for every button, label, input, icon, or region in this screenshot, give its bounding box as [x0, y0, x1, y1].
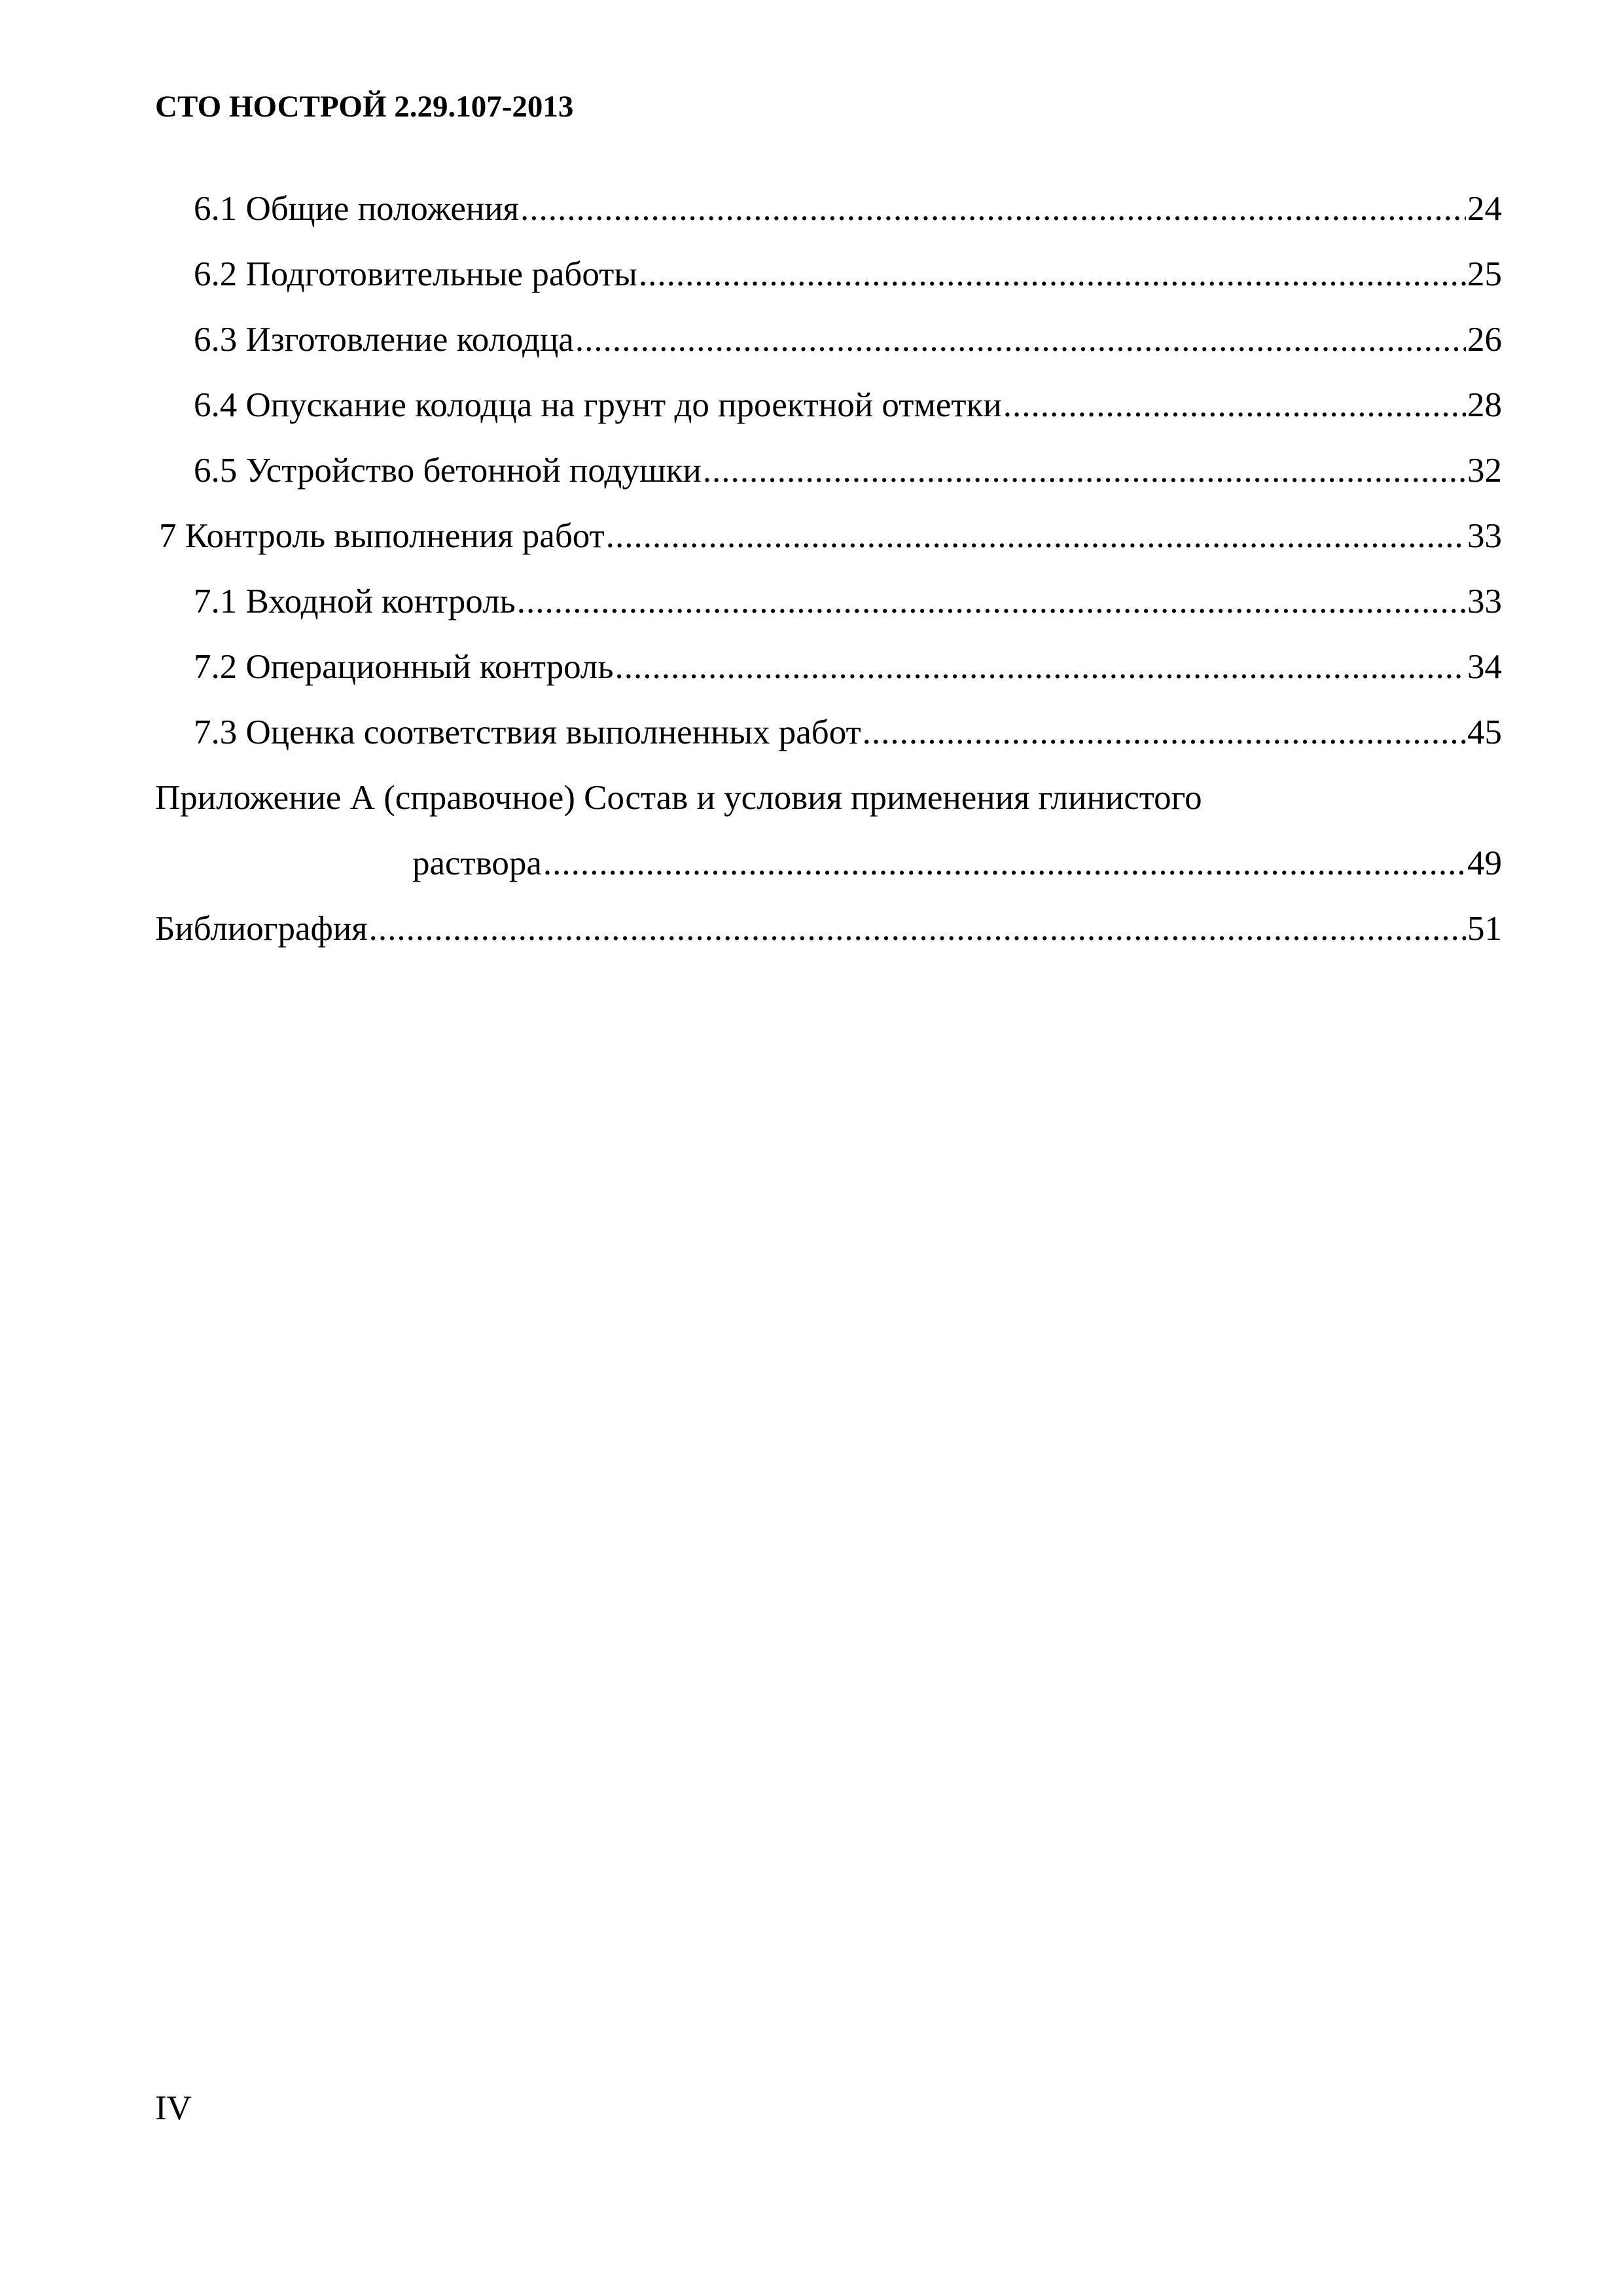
toc-entry: [0, 319, 1623, 385]
toc-appendix-title: Приложение А (справочное) Состав и условия применения глинистого: [155, 779, 1202, 817]
toc-entry-title: 6.5 Устройство бетонной подушки: [194, 452, 702, 490]
toc-entry: [0, 450, 1623, 516]
toc-leader-dots: [517, 581, 1466, 622]
toc-entry-page: 33: [1467, 517, 1502, 555]
toc-leader-dots: [1003, 385, 1466, 425]
toc-appendix-page: 49: [1467, 844, 1502, 882]
toc-entry-title: 6.1 Общие положения: [194, 190, 520, 228]
toc-entry-page: 33: [1467, 583, 1502, 620]
toc-entry-page: 32: [1467, 452, 1502, 490]
toc-entry-page: 25: [1467, 255, 1502, 293]
page-number: IV: [155, 2089, 192, 2127]
toc-leader-dots: [615, 647, 1466, 687]
toc-entry-title: 7.3 Оценка соответствия выполненных работ: [194, 713, 861, 751]
toc-entry-title: 7.1 Входной контроль: [194, 583, 516, 620]
toc-entry-page: 45: [1467, 713, 1502, 751]
toc-entry-page: 24: [1467, 190, 1502, 228]
toc-entry-title: 7.2 Операционный контроль: [194, 648, 614, 686]
toc-leader-dots: [575, 319, 1466, 360]
toc-entry: [0, 516, 1623, 581]
toc-leader-dots: [863, 712, 1466, 753]
toc-leader-dots: [369, 908, 1466, 949]
toc-bibliography-title: Библиография: [155, 910, 368, 948]
toc-entry: [0, 712, 1623, 778]
toc-entry-title: 6.3 Изготовление колодца: [194, 321, 574, 359]
toc-entry: [0, 385, 1623, 450]
toc-leader-dots: [520, 188, 1466, 229]
toc-entry-title: 6.4 Опускание колодца на грунт до проектной отметки: [194, 386, 1002, 424]
toc-leader-dots: [639, 254, 1466, 295]
table-of-contents: [0, 188, 1623, 974]
toc-appendix-heading: [0, 778, 1623, 843]
toc-entry-title: 6.2 Подготовительные работы: [194, 255, 637, 293]
toc-appendix-title-continued: раствора: [412, 844, 542, 882]
toc-appendix-continuation: [0, 843, 1623, 908]
toc-leader-dots: [703, 450, 1466, 491]
toc-leader-dots: [606, 516, 1466, 556]
toc-entry: [0, 581, 1623, 647]
toc-entry: [0, 254, 1623, 319]
toc-entry-page: 26: [1467, 321, 1502, 359]
toc-bibliography-page: 51: [1467, 910, 1502, 948]
toc-entry: [0, 647, 1623, 712]
toc-leader-dots: [543, 843, 1466, 884]
toc-entry-title: 7 Контроль выполнения работ: [159, 517, 605, 555]
toc-bibliography: [0, 908, 1623, 974]
toc-entry: [0, 188, 1623, 254]
toc-entry-page: 28: [1467, 386, 1502, 424]
document-header-code: СТО НОСТРОЙ 2.29.107-2013: [155, 90, 574, 124]
toc-entry-page: 34: [1467, 648, 1502, 686]
